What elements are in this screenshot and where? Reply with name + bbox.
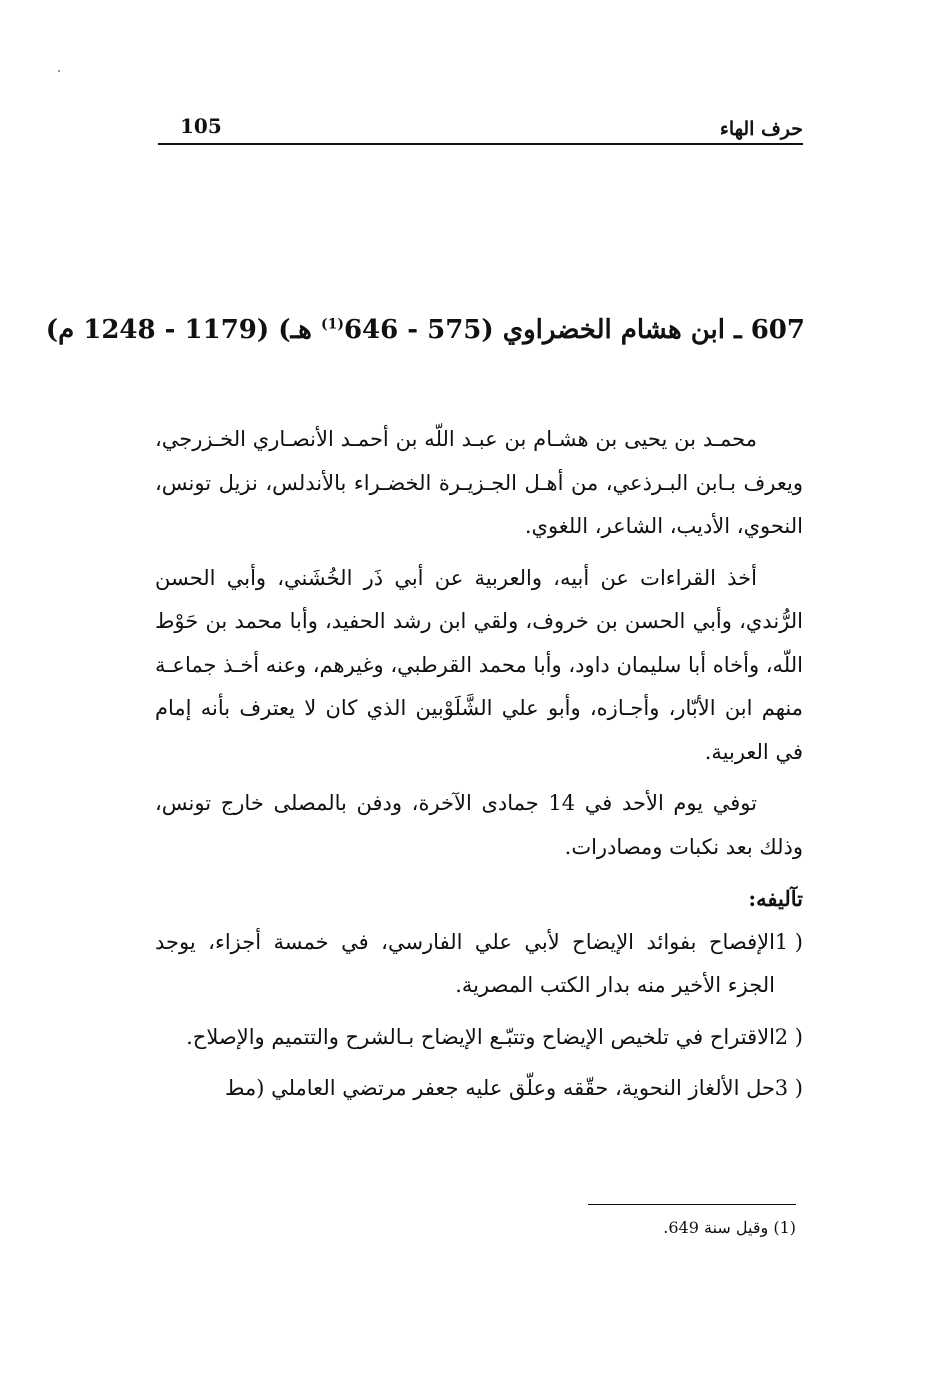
works-list-item — [155, 1016, 803, 1060]
entry-body — [155, 418, 803, 1119]
footnote: (1) وقيل سنة 649. — [663, 1218, 796, 1237]
entry-title-main: 607 ـ ابن هشام الخضراوي (575 - 646 — [343, 315, 805, 346]
entry-title-tail: هـ) (1179 - 1248 م) — [45, 315, 321, 346]
works-item-text: الاقتراح في تلخيص الإيضاح وتتبّـع الإيضاح بـالشرح والتتميم والإصلاح. — [186, 1024, 775, 1049]
footnote-reference: (1) — [320, 316, 344, 333]
works-list — [155, 921, 803, 1111]
works-item-text: حل الألغاز النحوية، حقّقه وعلّق عليه جعفر مرتضي العاملي (مط — [225, 1076, 775, 1100]
footnote-rule — [588, 1204, 796, 1205]
header-rule — [158, 143, 803, 145]
works-item-text: الإفصاح بفوائد الإيضاح لأبي علي الفارسي، في خمسة أجزاء، يوجد الجزء الأخير منه بدار الكتب المصرية. — [155, 929, 775, 997]
running-title: حرف الهاء — [719, 118, 803, 140]
page-number: 105 — [180, 114, 222, 138]
entry-title — [45, 315, 805, 346]
death-paragraph: توفي يوم الأحد في 14 جمادى الآخرة، ودفن بالمصلى خارج تونس، وذلك بعد نكبات ومصادرات. — [155, 791, 803, 859]
works-list-item — [155, 921, 803, 1008]
works-item-number: 3 ) — [774, 1076, 803, 1100]
teachers-paragraph: أخذ القراءات عن أبيه، والعربية عن أبي ذَر الخُشَني، وأبي الحسن الرُّندي، وأبي الحسن بن خروف، ولقي ابن رشد الحفيد، وأبا محمد بن حَوْط اللّه، وأخاه أبا سليمان داود، وأبا محمد القرطبي، وغيرهم، وعنه أخـذ جماعـة منهم ابن الأبّار، وأجـازه، وأبو علي الشَّلَوْبين الذي كان لا يعترف بأنه إمام في العربية. — [155, 565, 803, 764]
biography-paragraph: محمـد بن يحيى بن هشـام بن عبـد اللّه بن أحمـد الأنصـاري الخـزرجي، ويعرف بـابن البـرذعي، من أهـل الجـزيـرة الخضـراء بالأندلس، نزيل تونس، النحوي، الأديب، الشاعر، اللغوي. — [155, 427, 803, 538]
scan-speck — [58, 70, 60, 72]
works-item-number: 1 ) — [774, 929, 803, 954]
works-list-item — [155, 1067, 803, 1111]
works-item-number: 2 ) — [774, 1024, 803, 1049]
works-heading: تآليفه: — [748, 886, 803, 911]
running-header — [158, 112, 803, 144]
